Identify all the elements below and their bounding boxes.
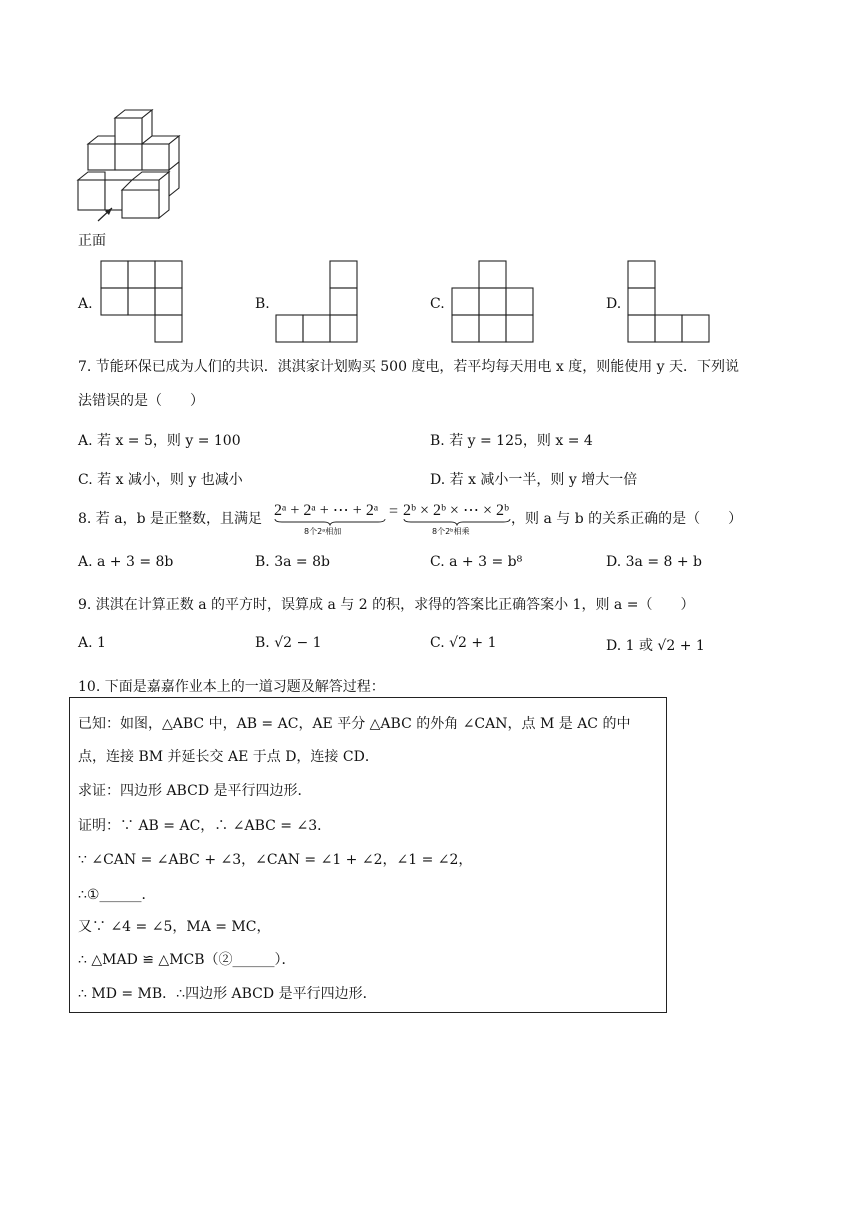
q8-option-c[interactable]: C. a + 3 = b⁸: [430, 554, 523, 570]
q6-option-b-label[interactable]: B.: [255, 296, 270, 312]
q7-option-b[interactable]: B. 若 y = 125，则 x = 4: [430, 433, 593, 449]
q8-suffix: ，则 a 与 b 的关系正确的是（ ）: [511, 511, 743, 527]
cube-figure: [72, 108, 182, 228]
q7-stem-line1: 7. 节能环保已成为人们的共识．淇淇家计划购买 500 度电，若平均每天用电 x 度，则能使用 y 天．下列说: [78, 359, 740, 375]
q10-line-4: 证明：∵ AB = AC，∴ ∠ABC = ∠3．: [78, 818, 332, 834]
q8-option-d[interactable]: D. 3a = 8 + b: [606, 554, 703, 570]
q6-option-d-label[interactable]: D.: [606, 296, 622, 312]
q8-lhs: 2ᵃ + 2ᵃ + ⋯ + 2ᵃ: [274, 502, 379, 519]
q10-line-5: ∵ ∠CAN = ∠ABC + ∠3，∠CAN = ∠1 + ∠2，∠1 = ∠2，: [78, 852, 473, 868]
q10-line-3: 求证：四边形 ABCD 是平行四边形．: [78, 783, 312, 799]
q7-stem-line2: 法错误的是（ ）: [78, 393, 204, 409]
q10-line-7: 又∵ ∠4 = ∠5，MA = MC，: [78, 919, 271, 935]
q10-stem: 10. 下面是嘉嘉作业本上的一道习题及解答过程：: [78, 679, 385, 695]
q6-option-b-grid: [274, 260, 360, 344]
q7-option-c[interactable]: C. 若 x 减小，则 y 也减小: [78, 472, 243, 488]
q9-stem: 9. 淇淇在计算正数 a 的平方时，误算成 a 与 2 的积，求得的答案比正确答案小 1，则 a =（ ）: [78, 597, 695, 613]
q9-option-a[interactable]: A. 1: [78, 635, 106, 651]
q10-line-2: 点，连接 BM 并延长交 AE 于点 D，连接 CD．: [78, 749, 379, 765]
q8-rhs: 2ᵇ × 2ᵇ × ⋯ × 2ᵇ: [403, 502, 509, 519]
q8-lhs-brace: [274, 518, 386, 526]
q10-line-6: ∴①______．: [78, 887, 156, 903]
q9-option-b[interactable]: B. √2 − 1: [255, 635, 322, 651]
q8-equals: =: [389, 503, 399, 520]
q6-option-c-grid: [451, 260, 537, 344]
q6-option-c-label[interactable]: C.: [430, 296, 445, 312]
q8-option-b[interactable]: B. 3a = 8b: [255, 554, 330, 570]
q8-rhs-brace: [403, 518, 511, 526]
figure-label: 正面: [78, 233, 106, 249]
q8-prefix: 8. 若 a，b 是正整数，且满足: [78, 511, 263, 527]
q10-line-8: ∴ △MAD ≌ △MCB（②______）．: [78, 952, 296, 968]
q9-option-d[interactable]: D. 1 或 √2 + 1: [606, 638, 705, 654]
q8-option-a[interactable]: A. a + 3 = 8b: [78, 554, 174, 570]
q7-option-a[interactable]: A. 若 x = 5，则 y = 100: [78, 433, 241, 449]
q8-lhs-label: 8个2ᵃ相加: [304, 527, 342, 536]
q8-rhs-label: 8个2ᵇ相乘: [432, 527, 470, 536]
q6-option-a-label[interactable]: A.: [78, 296, 93, 312]
q10-line-9: ∴ MD = MB．∴四边形 ABCD 是平行四边形．: [78, 986, 377, 1002]
q6-option-d-grid: [627, 260, 713, 344]
q6-option-a-grid: [100, 260, 184, 344]
q10-line-1: 已知：如图，△ABC 中，AB = AC，AE 平分 △ABC 的外角 ∠CAN，点 M 是 AC 的中: [78, 716, 631, 732]
q7-option-d[interactable]: D. 若 x 减小一半，则 y 增大一倍: [430, 472, 638, 488]
q9-option-c[interactable]: C. √2 + 1: [430, 635, 497, 651]
